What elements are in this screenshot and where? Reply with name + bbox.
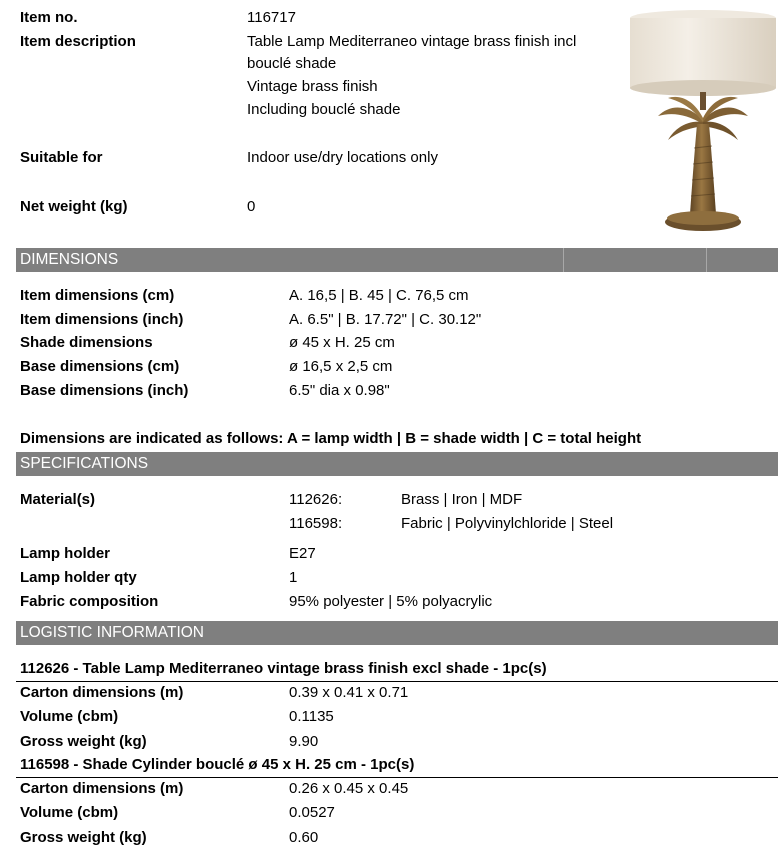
- item-description-line: Vintage brass finish: [247, 78, 378, 95]
- dimensions-note: Dimensions are indicated as follows: A = lamp width | B = shade width | C = total height: [20, 430, 642, 447]
- logistic-group-heading: 116598 - Shade Cylinder bouclé ø 45 x H. 25 cm - 1pc(s): [20, 756, 415, 773]
- specifications-title: SPECIFICATIONS: [20, 455, 149, 472]
- item-description-line: Including bouclé shade: [247, 101, 401, 118]
- item-description-line: Table Lamp Mediterraneo vintage brass finish incl: [247, 33, 577, 50]
- item-description-label: Item description: [20, 33, 136, 50]
- item-no-label: Item no.: [20, 9, 78, 26]
- item-no-value: 116717: [247, 9, 296, 26]
- logistic-value: 9.90: [289, 733, 319, 750]
- logistic-label: Volume (cbm): [20, 804, 119, 821]
- spec-label: Lamp holder qty: [20, 569, 137, 586]
- header-divider: [563, 248, 564, 272]
- dimension-label: Shade dimensions: [20, 334, 153, 351]
- table-lamp-image: [628, 8, 778, 236]
- divider: [16, 681, 778, 682]
- dimension-value: ø 45 x H. 25 cm: [289, 334, 395, 351]
- material-value: Brass | Iron | MDF: [401, 491, 523, 508]
- dimension-value: A. 16,5 | B. 45 | C. 76,5 cm: [289, 287, 469, 304]
- logistic-label: Gross weight (kg): [20, 733, 147, 750]
- dimensions-title: DIMENSIONS: [20, 251, 119, 268]
- net-weight-value: 0: [247, 198, 256, 215]
- logistic-label: Carton dimensions (m): [20, 780, 184, 797]
- spec-value: 95% polyester | 5% polyacrylic: [289, 593, 493, 610]
- dimension-value: A. 6.5" | B. 17.72" | C. 30.12": [289, 311, 482, 328]
- logistic-label: Gross weight (kg): [20, 829, 147, 846]
- dimension-label: Base dimensions (cm): [20, 358, 180, 375]
- spec-value: E27: [289, 545, 316, 562]
- material-value: Fabric | Polyvinylchloride | Steel: [401, 515, 614, 532]
- material-code: 112626:: [289, 491, 343, 508]
- logistic-value: 0.60: [289, 829, 319, 846]
- spec-value: 1: [289, 569, 298, 586]
- item-description-line: bouclé shade: [247, 55, 337, 72]
- divider: [16, 777, 778, 778]
- dimensions-section-header: [16, 248, 778, 272]
- dimension-value: 6.5" dia x 0.98": [289, 382, 390, 399]
- logistic-title: LOGISTIC INFORMATION: [20, 624, 204, 641]
- material-code: 116598:: [289, 515, 343, 532]
- logistic-value: 0.26 x 0.45 x 0.45: [289, 780, 409, 797]
- materials-label: Material(s): [20, 491, 96, 508]
- logistic-group-heading: 112626 - Table Lamp Mediterraneo vintage brass finish excl shade - 1pc(s): [20, 660, 547, 677]
- logistic-label: Carton dimensions (m): [20, 684, 184, 701]
- spec-label: Fabric composition: [20, 593, 159, 610]
- spec-label: Lamp holder: [20, 545, 111, 562]
- header-divider: [706, 248, 707, 272]
- dimension-label: Base dimensions (inch): [20, 382, 189, 399]
- suitable-for-value: Indoor use/dry locations only: [247, 149, 438, 166]
- dimension-label: Item dimensions (inch): [20, 311, 184, 328]
- logistic-value: 0.39 x 0.41 x 0.71: [289, 684, 409, 701]
- dimension-value: ø 16,5 x 2,5 cm: [289, 358, 393, 375]
- dimension-label: Item dimensions (cm): [20, 287, 175, 304]
- specifications-section-header: [16, 452, 778, 476]
- net-weight-label: Net weight (kg): [20, 198, 128, 215]
- suitable-for-label: Suitable for: [20, 149, 103, 166]
- logistic-value: 0.0527: [289, 804, 335, 821]
- logistic-value: 0.1135: [289, 708, 334, 725]
- logistic-section-header: [16, 621, 778, 645]
- logistic-label: Volume (cbm): [20, 708, 119, 725]
